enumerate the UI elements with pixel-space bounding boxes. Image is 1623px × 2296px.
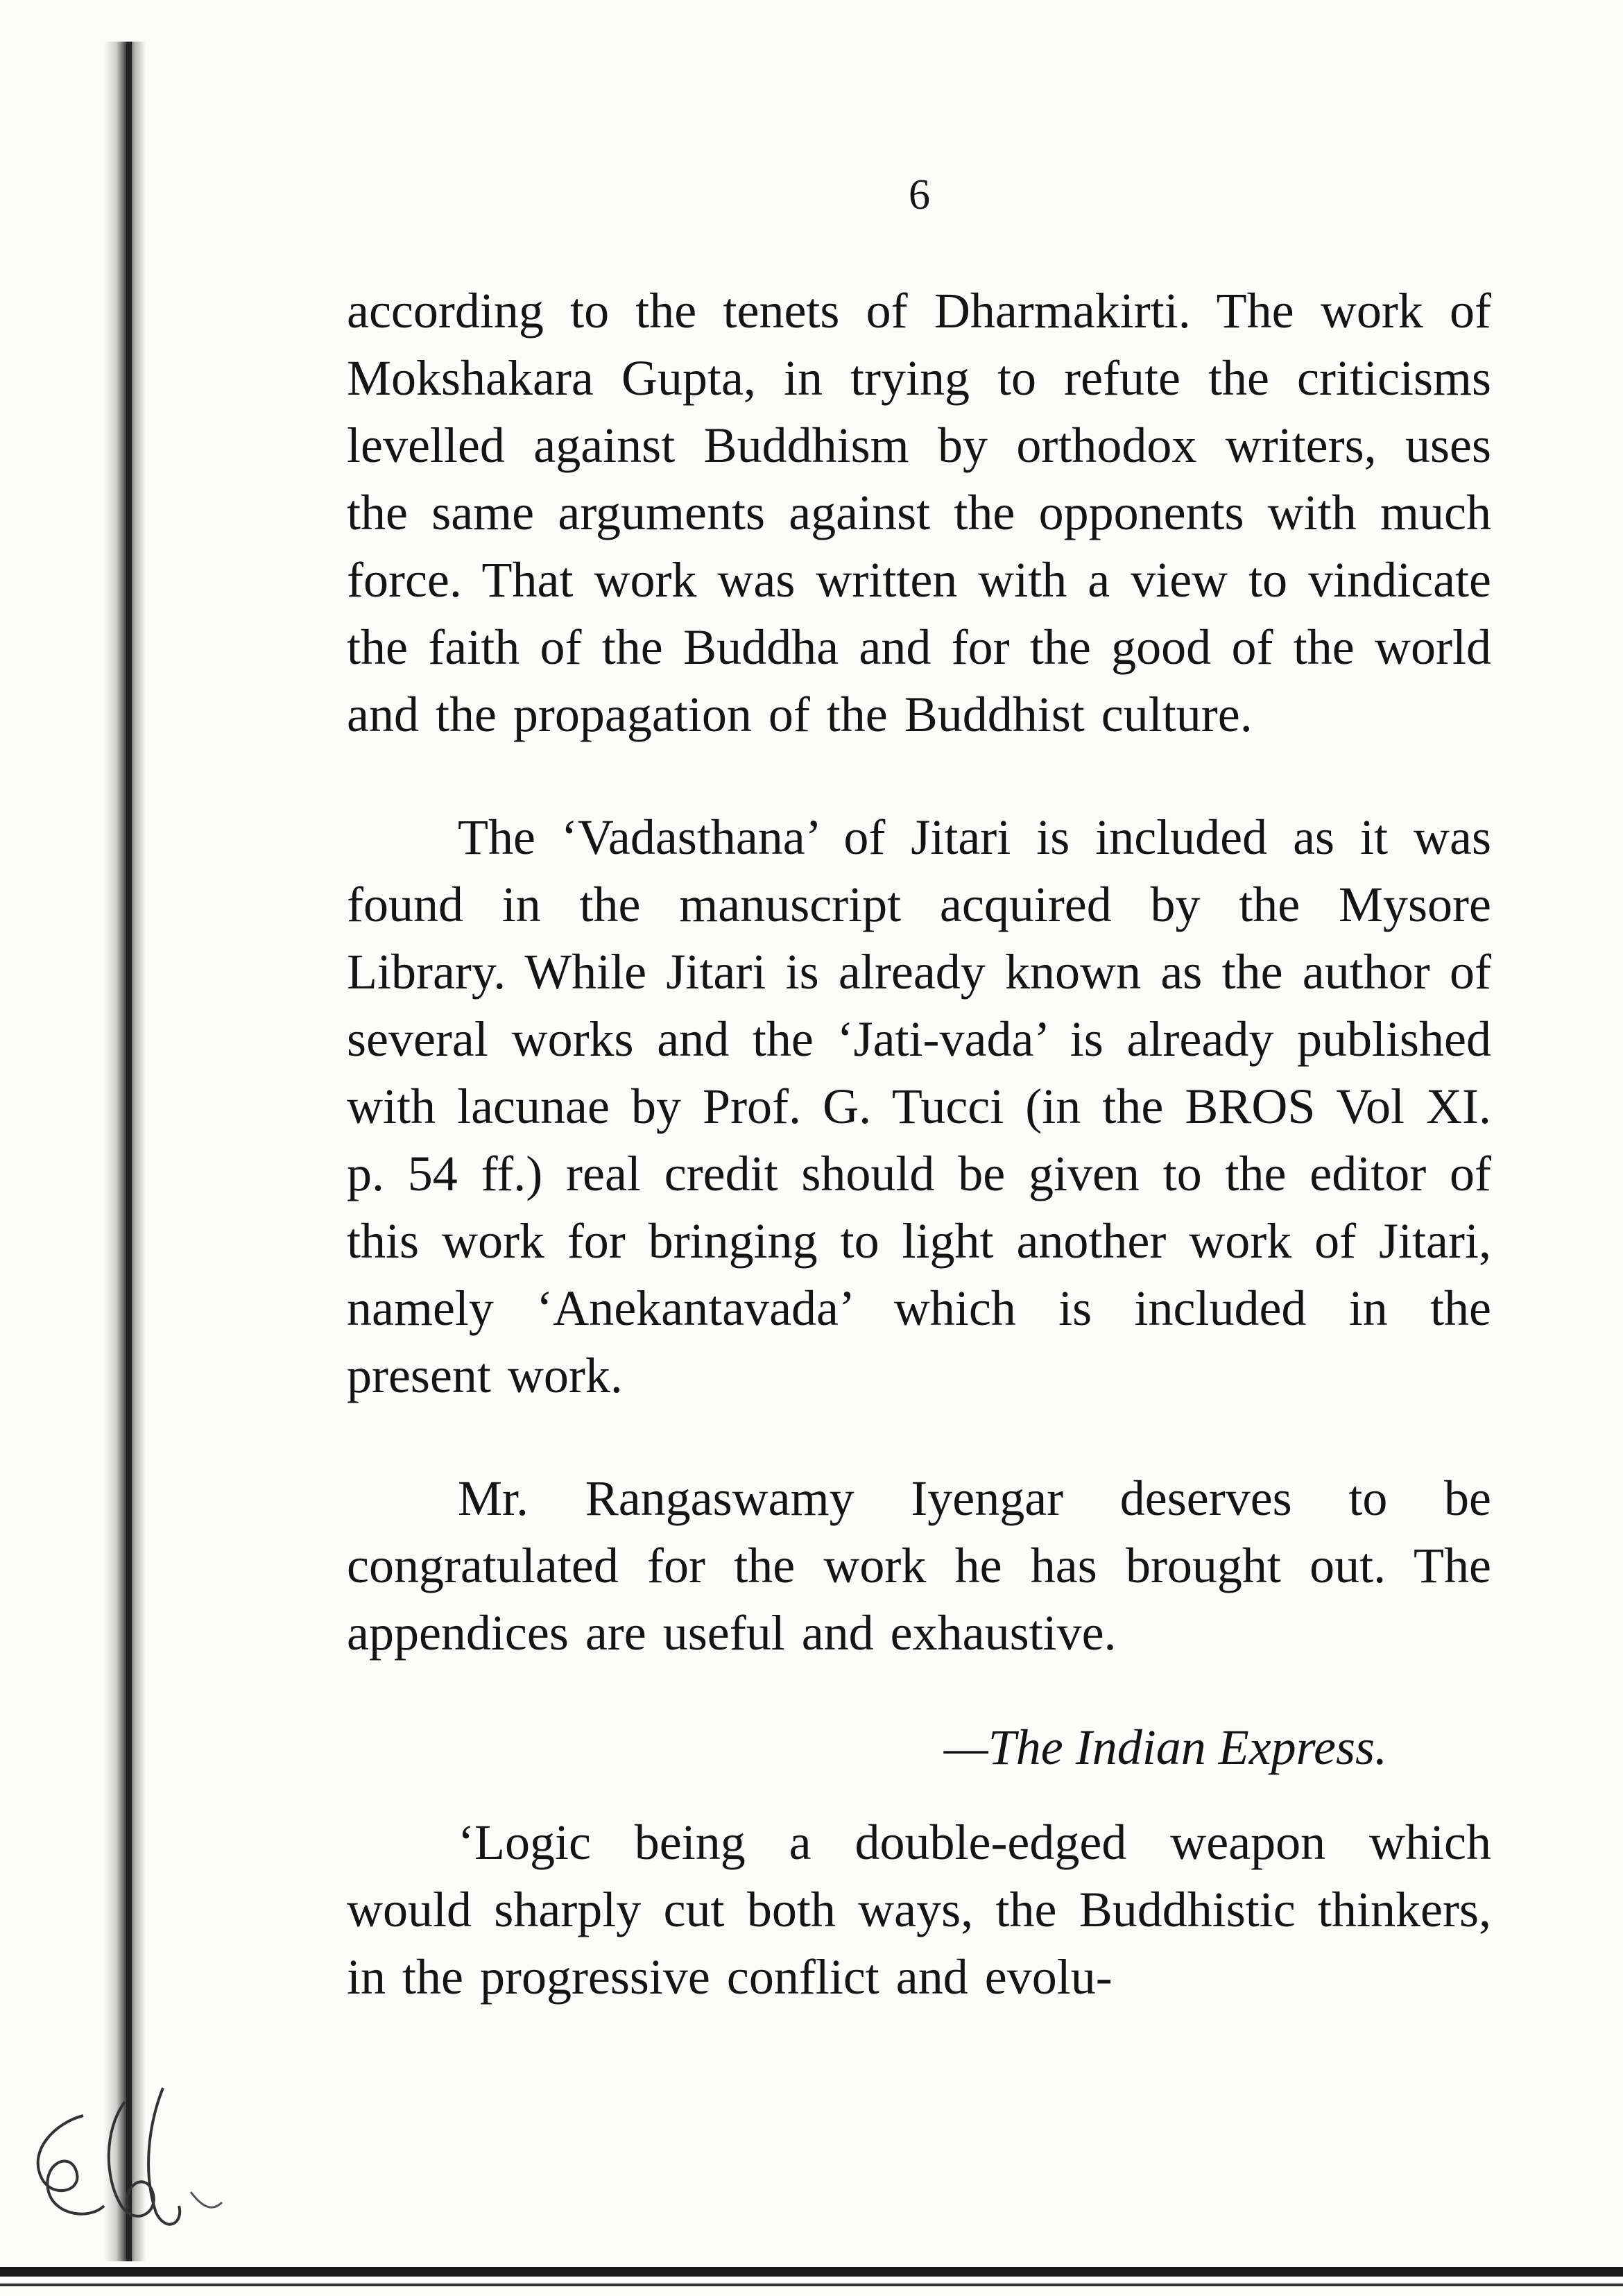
paragraph-dharmakirti: according to the tenets of Dharmakirti. The work of Mokshakara Gupta, in trying to refute the criticisms levelled against Buddhism by orthodox writers, uses the same arguments against the opponents with much force. That work was written with a view to vindicate the faith of the Buddha and for the good of the world and the propagation of the Buddhist culture. (347, 283, 1491, 742)
page-bottom-edge (0, 2267, 1623, 2277)
attribution: —The Indian Express. (943, 1720, 1387, 1775)
page-number: 6 (909, 171, 930, 219)
page-bottom-rule (0, 2284, 1623, 2286)
paragraph-vadasthana: The ‘Vadasthana’ of Jitari is included as it was found in the manuscript acquired by the Mysore Library. While Jitari is already known as the author of several works and the ‘Jati-vada’ is already published with lacunae by Prof. G. Tucci (in the BROS Vol XI. p. 54 ff.) real credit should be given to the editor of this work for bringing to light another work of Jitari, namely ‘Anekantavada’ which is included in the present work. (347, 809, 1491, 1403)
binding-edge (126, 42, 132, 2261)
body-text (347, 277, 1491, 2011)
handwritten-mark (0, 2074, 264, 2241)
paragraph-logic: ‘Logic being a double-edged weapon which would sharply cut both ways, the Buddhistic thinkers, in the progressive conflict and evolu- (347, 1815, 1491, 2005)
binding-shadow (104, 42, 146, 2261)
paragraph-rangaswamy: Mr. Rangaswamy Iyengar deserves to be congratulated for the work he has brought out. The appendices are useful and exhaustive. (347, 1471, 1491, 1661)
